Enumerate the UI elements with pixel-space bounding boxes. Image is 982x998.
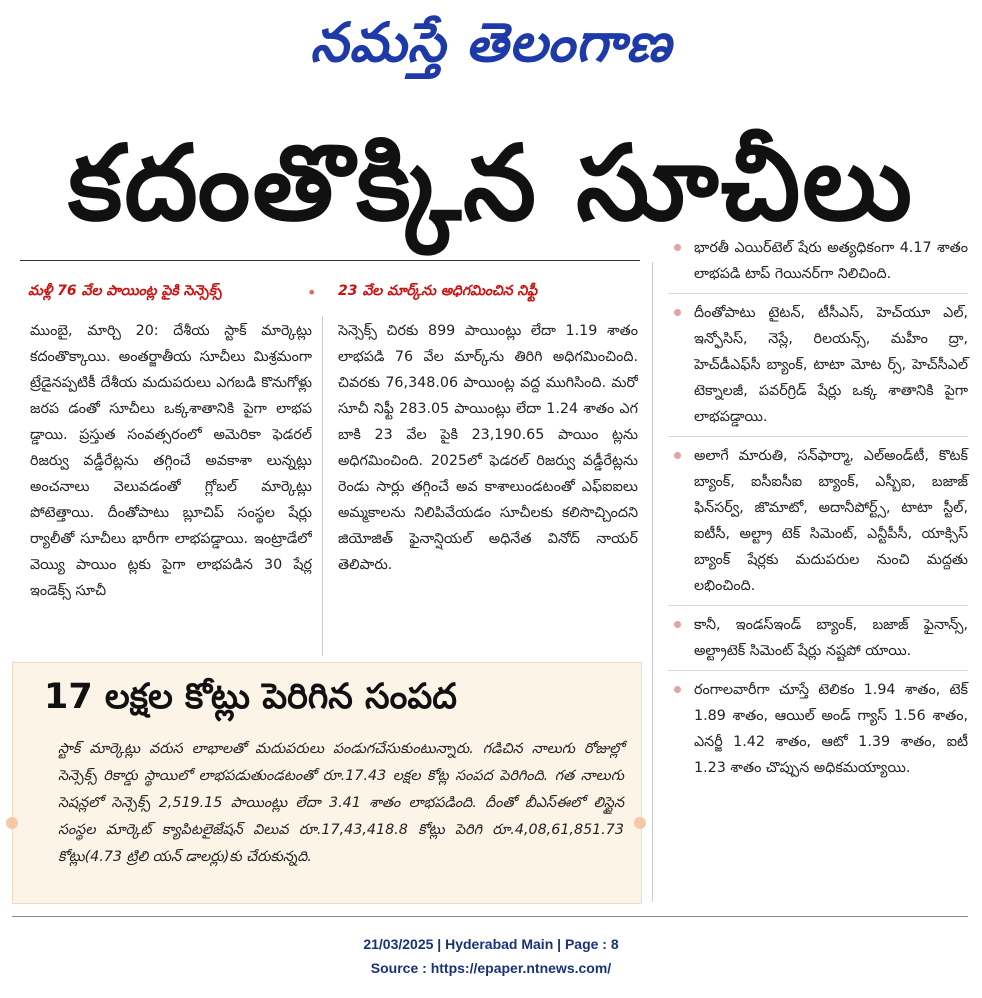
subheading-left: మళ్లీ 76 వేల పాయింట్ల పైకి సెన్సెక్స్ <box>28 283 222 299</box>
list-item: దీంతోపాటు టైటన్, టీసీఎస్, హెచ్‌యూ ఎల్, ఇన్ఫోసిస్, నెస్లే, రిలయన్స్, మహీం ద్రా, హెచ్‌డీఎఫ్‌సీ బ్యాంక్, టాటా మోట ర్స్, హెచ్‌సీఎల్ టెక్నాలజీ, పవర్‌గ్రిడ్ షేర్లు ఒక్క శాతానికి పైగా లాభపడ్డాయి. <box>668 300 968 437</box>
list-item: అలాగే మారుతి, సన్‌ఫార్మా, ఎల్‌అండ్‌టీ, కొటక్ బ్యాంక్, ఐసీఐసీఐ బ్యాంక్, ఎస్బీఐ, బజాజ్ ఫిన్‌సర్వ్, జొమాటో, అదానీపోర్ట్స్, టాటా స్టీల్, ఐటీసీ, అల్ట్రా టెక్ సిమెంట్, ఎన్టీపీసీ, యాక్సిస్ బ్యాంక్ షేర్లకు మదుపరుల నుంచి మద్దతు లభించింది. <box>668 443 968 606</box>
list-item: కానీ, ఇండస్‌ఇండ్ బ్యాంక్, బజాజ్ ఫైనాన్స్, అల్ట్రాటెక్ సిమెంట్ షేర్లు నష్టపో యాయి. <box>668 612 968 671</box>
box-title: 17 లక్షల కోట్లు పెరిగిన సంపద <box>44 677 457 717</box>
decorative-dot-icon <box>634 817 646 829</box>
column-divider <box>322 316 323 656</box>
article-column-2: సెన్సెక్స్ చిరకు 899 పాయింట్లు లేదా 1.19 శాతం లాభపడి 76 వేల మార్క్‌ను తిరిగి అధిగమించింది. చివరకు 76,348.06 పాయింట్ల వద్ద ముగిసింది. మరో సూచీ నిఫ్టీ 283.05 పాయింట్లు లేదా 1.24 శాతం ఎగ బాకి 23 వేల పైకి 23,190.65 పాయిం ట్లను అధిగమించింది. 2025లో ఫెడరల్ రిజర్వు వడ్డీరేట్లను రెండు సార్లు తగ్గించే అవ కాశాలుండటంతో ఎఫ్‌ఐఐలు అమ్మకాలను నిలిపివేయడం సూచీలకు కలిసొచ్చిందని జియోజిత్ ఫైనాన్షియల్ అధినేత వినోద్ నాయర్ తెలిపారు. <box>338 323 638 573</box>
highlights-list <box>668 235 968 793</box>
list-item: భారతీ ఎయిర్‌టెల్ షేరు అత్యధికంగా 4.17 శాతం లాభపడి టాప్ గెయినర్‌గా నిలిచింది. <box>668 235 968 294</box>
decorative-dot-icon <box>6 817 18 829</box>
article-column-1: ముంబై, మార్చి 20: దేశీయ స్టాక్ మార్కెట్లు కదంతొక్కాయి. అంతర్జాతీయ సూచీలు మిశ్రమంగా ట్రేడైనప్పటికీ దేశీయ మదుపరులు ఎగబడి కొనుగోళ్లు జరప డంతో సూచీలు ఒక్కశాతానికి పైగా లాభప డ్డాయి. ప్రస్తుత సంవత్సరంలో అమెరికా ఫెడరల్ రిజర్వు వడ్డీరేట్లను తగ్గించే అవకాశా లున్నట్లు అంచనాలు వెలువడంతో గ్లోబల్ మార్కెట్లు పోటెత్తాయి. దీంతోపాటు బ్లూచిప్ సంస్థల షేర్లు ర్యాలీతో సూచీలు భారీగా లాభపడ్డాయి. ఇంట్రాడేలో వెయ్యి పాయిం ట్లకు పైగా లాభపడిన 30 షేర్ల ఇండెక్స్ సూచీ <box>30 323 312 599</box>
divider <box>20 260 640 261</box>
column-divider <box>652 262 653 902</box>
subheading-right: 23 వేల మార్క్‌ను అధిగమించిన నిఫ్టీ <box>338 283 538 299</box>
box-text: స్టాక్ మార్కెట్లు వరుస లాభాలతో మదుపరులు పండుగచేసుకుంటున్నారు. గడిచిన నాలుగు రోజుల్లో సెన్సెక్స్ రికార్డు స్థాయిలో లాభపడుతుండటంతో రూ.17.43 లక్షల కోట్ల సంపద పెరిగింది. గత నాలుగు సెషన్లలో సెన్సెక్స్ 2,519.15 పాయింట్లు లేదా 3.41 శాతం లాభపడింది. దీంతో బీఎస్ఈలో లిస్టైన సంస్థల మార్కెట్ క్యాపిటలైజేషన్ విలువ రూ.17,43,418.8 కోట్లు పెరిగి రూ.4,08,61,851.73 కోట్లు(4.73 ట్రిలి యన్ డాలర్లు)కు చేరుకున్నది. <box>58 741 624 865</box>
footer-source-link[interactable]: Source : https://epaper.ntnews.com/ <box>370 960 612 976</box>
list-item: రంగాలవారీగా చూస్తే టెలికం 1.94 శాతం, టెక్ 1.89 శాతం, ఆయిల్ అండ్ గ్యాస్ 1.56 శాతం, ఎనర్జీ 1.42 శాతం, ఆటో 1.39 శాతం, ఐటీ 1.23 శాతం చొప్పున అధికమయ్యాయి. <box>668 677 968 787</box>
article-headline: కదంతొక్కిన సూచీలు <box>67 122 915 244</box>
divider <box>12 916 968 917</box>
bullet-icon: • <box>307 283 317 302</box>
footer-date-edition: 21/03/2025 | Hyderabad Main | Page : 8 <box>363 936 619 952</box>
newspaper-masthead: నమస్తే తెలంగాణ <box>310 11 672 74</box>
